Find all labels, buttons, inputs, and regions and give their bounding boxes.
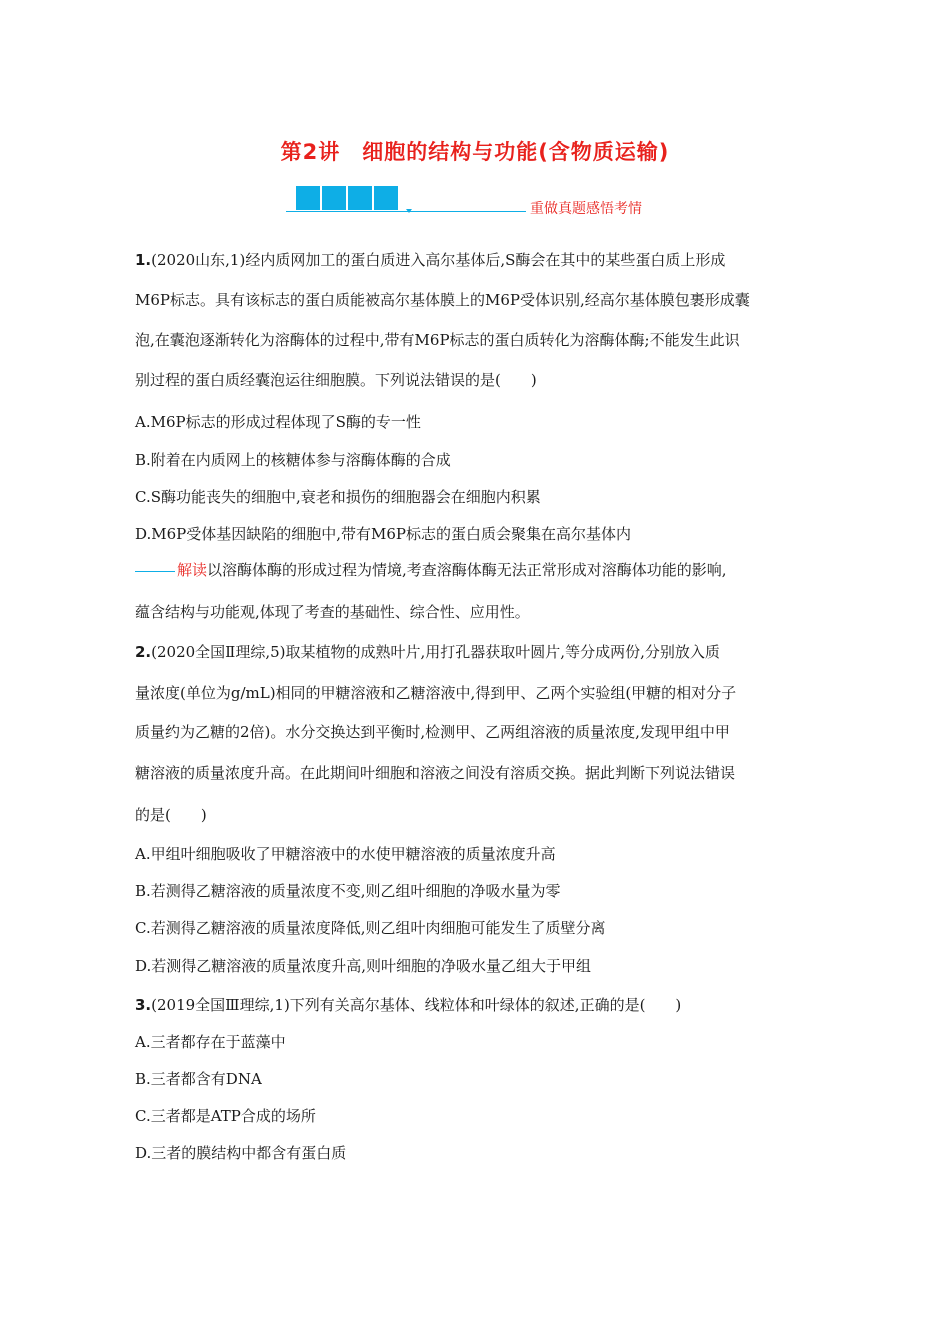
question-1-line: 泡,在囊泡逐渐转化为溶酶体的过程中,带有M6P标志的蛋白质转化为溶酶体酶;不能发生此识 [135,331,740,349]
question-2-line: 量浓度(单位为g/mL)相同的甲糖溶液和乙糖溶液中,得到甲、乙两个实验组(甲糖的相对分子 [135,684,737,702]
page-title: 第2讲 细胞的结构与功能(含物质运输) [280,140,670,164]
option-b: B.若测得乙糖溶液的质量浓度不变,则乙组叶细胞的净吸水量为零 [135,882,561,900]
question-2-line: 糖溶液的质量浓度升高。在此期间叶细胞和溶液之间没有溶质交换。据此判断下列说法错误 [135,764,736,782]
section-banner [286,186,686,216]
banner-blocks [296,186,400,210]
question-number: 2. [135,643,152,661]
option-a: A.三者都存在于蓝藻中 [135,1033,286,1051]
reading-note-line: 蕴含结构与功能观,体现了考查的基础性、综合性、应用性。 [135,603,530,621]
question-1-line: M6P标志。具有该标志的蛋白质能被高尔基体膜上的M6P受体识别,经高尔基体膜包裹形成囊 [135,291,750,309]
option-a: A.甲组叶细胞吸收了甲糖溶液中的水使甲糖溶液的质量浓度升高 [135,845,556,863]
question-number: 3. [135,996,152,1014]
question-1-line: 别过程的蛋白质经囊泡运往细胞膜。下列说法错误的是( ) [135,371,537,389]
option-b: B.附着在内质网上的核糖体参与溶酶体酶的合成 [135,451,451,469]
question-3-line: 3.(2019全国Ⅲ理综,1)下列有关高尔基体、线粒体和叶绿体的叙述,正确的是( ) [135,996,682,1014]
question-2-line: 质量约为乙糖的2倍)。水分交换达到平衡时,检测甲、乙两组溶液的质量浓度,发现甲组中甲 [135,723,730,741]
option-c: C.三者都是ATP合成的场所 [135,1107,316,1125]
option-d: D.M6P受体基因缺陷的细胞中,带有M6P标志的蛋白质会聚集在高尔基体内 [135,525,632,543]
banner-block [296,186,320,210]
option-d: D.三者的膜结构中都含有蛋白质 [135,1144,347,1162]
option-a: A.M6P标志的形成过程体现了S酶的专一性 [135,413,421,431]
reading-rule [135,571,175,572]
option-b: B.三者都含有DNA [135,1070,262,1088]
banner-marker-icon [406,209,412,213]
banner-block [348,186,372,210]
reading-note: 解读以溶酶体酶的形成过程为情境,考查溶酶体酶无法正常形成对溶酶体功能的影响, [135,560,825,580]
option-d: D.若测得乙糖溶液的质量浓度升高,则叶细胞的净吸水量乙组大于甲组 [135,957,592,975]
question-2-line: 2.(2020全国Ⅱ理综,5)取某植物的成熟叶片,用打孔器获取叶圆片,等分成两份,分别放入质 [135,643,720,661]
question-2-line: 的是( ) [135,806,207,824]
banner-block [322,186,346,210]
option-c: C.S酶功能丧失的细胞中,衰老和损伤的细胞器会在细胞内积累 [135,488,541,506]
option-c: C.若测得乙糖溶液的质量浓度降低,则乙组叶肉细胞可能发生了质壁分离 [135,919,606,937]
question-1-line: 1.(2020山东,1)经内质网加工的蛋白质进入高尔基体后,S酶会在其中的某些蛋白质上形成 [135,251,726,269]
banner-block [374,186,398,210]
reading-tag: 解读 [177,561,208,579]
banner-label: 重做真题感悟考情 [530,201,642,217]
question-number: 1. [135,251,152,269]
